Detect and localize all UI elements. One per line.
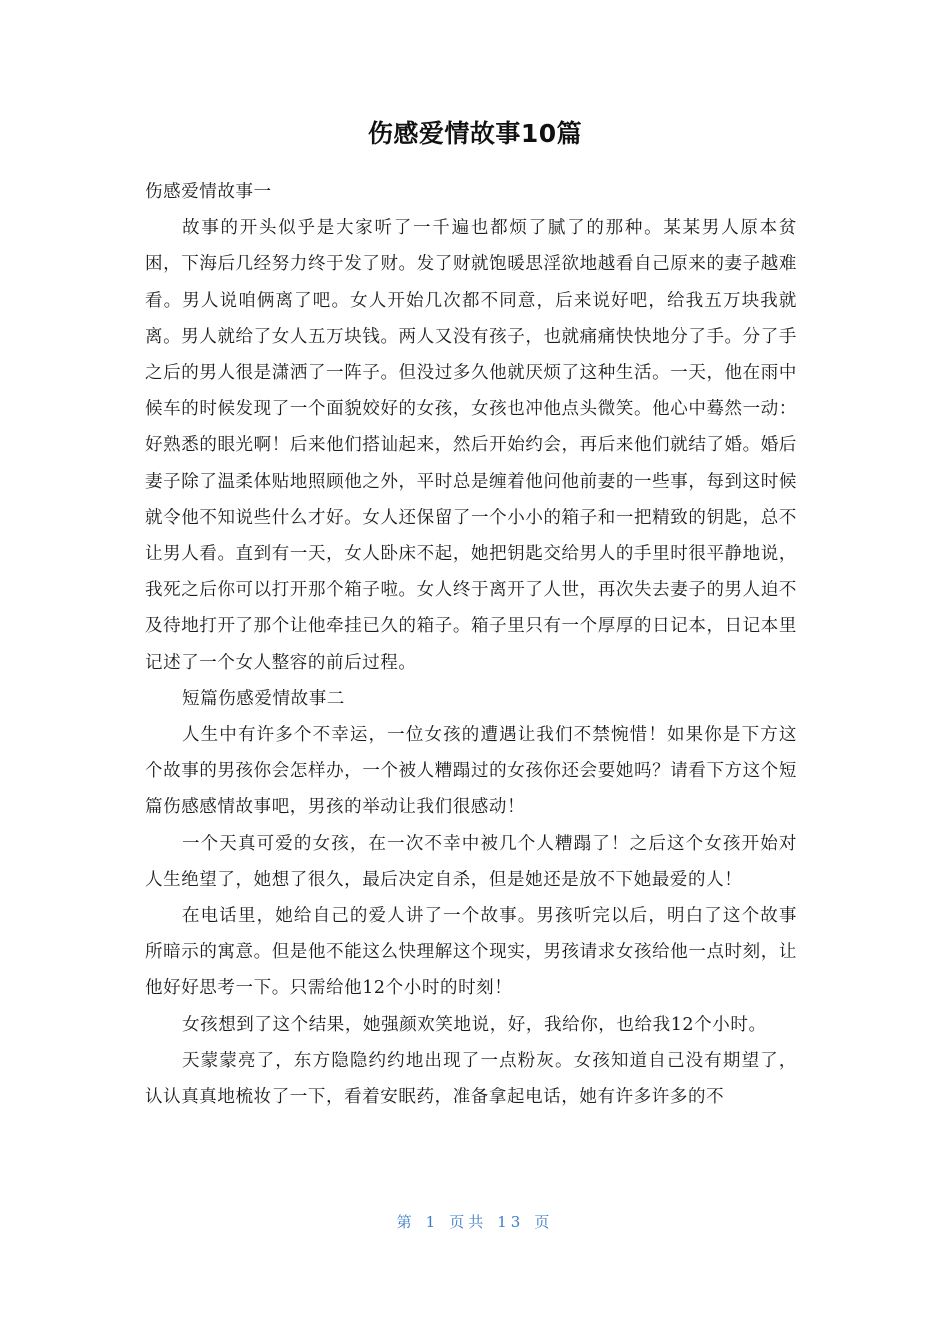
footer-total-pages: 13 — [497, 1213, 525, 1231]
footer-prefix: 第 — [396, 1213, 416, 1231]
footer-suffix: 页 — [534, 1213, 554, 1231]
section-heading-2: 短篇伤感爱情故事二 — [182, 688, 345, 709]
paragraph-story-2a: 一个天真可爱的女孩，在一次不幸中被几个人糟蹋了！之后这个女孩开始对人生绝望了，她想了很久，最后决定自杀，但是她还是放不下她最爱的人！ — [145, 833, 797, 890]
page-footer — [0, 1210, 950, 1234]
paragraph-story-2c: 女孩想到了这个结果，她强颜欢笑地说，好，我给你，也给我12个小时。 — [182, 1014, 767, 1035]
document-body — [145, 174, 797, 1115]
footer-middle: 页共 — [449, 1213, 488, 1231]
document-title: 伤感爱情故事10篇 — [367, 119, 583, 148]
footer-current-page: 1 — [425, 1213, 440, 1231]
paragraph-story-1: 故事的开头似乎是大家听了一千遍也都烦了腻了的那种。某某男人原本贫困，下海后几经努力终于发了财。发了财就饱暖思淫欲地越看自己原来的妻子越难看。男人说咱俩离了吧。女人开始几次都不同意，后来说好吧，给我五万块我就离。男人就给了女人五万块钱。两人又没有孩子，也就痛痛快快地分了手。分了手之后的男人很是潇洒了一阵子。但没过多久他就厌烦了这种生活。一天，他在雨中候车的时候发现了一个面貌姣好的女孩，女孩也冲他点头微笑。他心中蓦然一动：好熟悉的眼光啊！后来他们搭讪起来，然后开始约会，再后来他们就结了婚。婚后妻子除了温柔体贴地照顾他之外，平时总是缠着他问他前妻的一些事，每到这时候就令他不知说些什么才好。女人还保留了一个小小的箱子和一把精致的钥匙，总不让男人看。直到有一天，女人卧床不起，她把钥匙交给男人的手里时很平静地说，我死之后你可以打开那个箱子啦。女人终于离开了人世，再次失去妻子的男人迫不及待地打开了那个让他牵挂已久的箱子。箱子里只有一个厚厚的日记本，日记本里记述了一个女人整容的前后过程。 — [145, 218, 797, 673]
paragraph-story-2b: 在电话里，她给自己的爱人讲了一个故事。男孩听完以后，明白了这个故事所暗示的寓意。但是他不能这么快理解这个现实，男孩请求女孩给他一点时刻，让他好好思考一下。只需给他12个小时的时刻！ — [145, 906, 797, 999]
paragraph-story-2d: 天蒙蒙亮了，东方隐隐约约地出现了一点粉灰。女孩知道自己没有期望了，认认真真地梳妆了一下，看着安眠药，准备拿起电话，她有许多许多的不 — [145, 1050, 797, 1108]
section-heading-1: 伤感爱情故事一 — [145, 182, 272, 202]
paragraph-intro-2: 人生中有许多个不幸运，一位女孩的遭遇让我们不禁惋惜！如果你是下方这个故事的男孩你会怎样办，一个被人糟蹋过的女孩你还会要她吗？请看下方这个短篇伤感感情故事吧，男孩的举动让我们很感动！ — [145, 725, 797, 818]
